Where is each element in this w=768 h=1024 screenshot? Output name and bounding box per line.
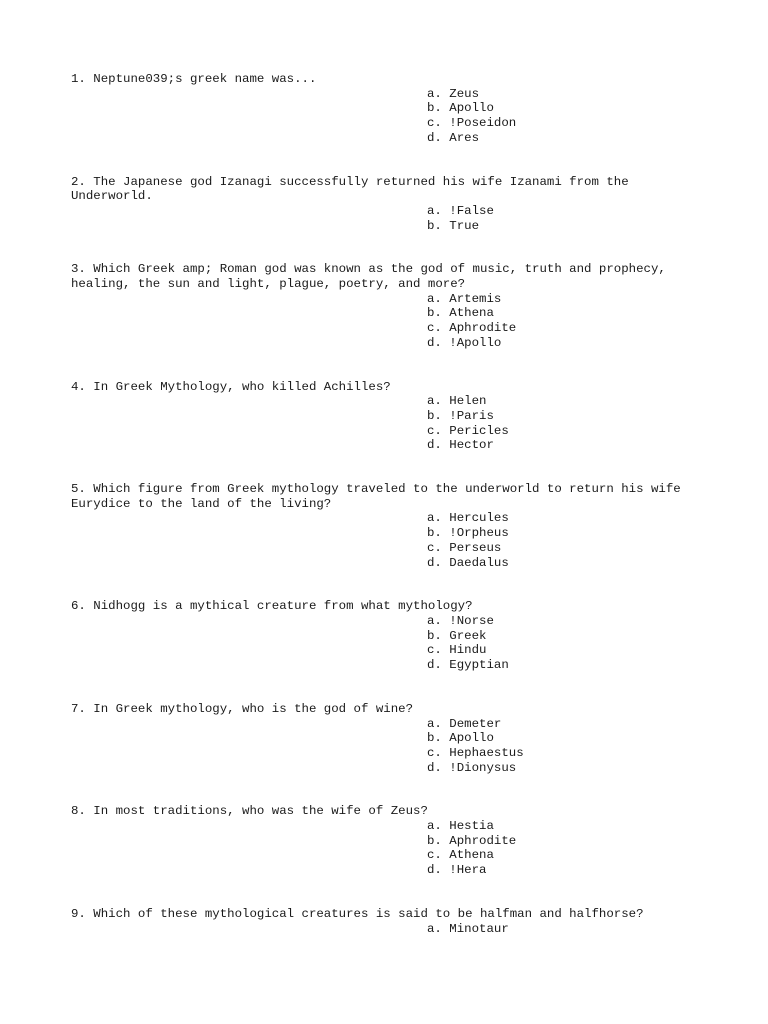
answer-option: d. !Apollo [427,335,502,350]
answer-options [71,717,711,776]
question-7 [71,702,711,776]
answer-option: c. Athena [427,848,494,863]
answer-option: d. Daedalus [427,555,509,570]
question-text: 1. Neptune039;s greek name was... [71,72,317,86]
answer-option: a. Zeus [427,86,480,101]
question-6 [71,599,711,673]
answer-options [71,614,711,673]
question-9 [71,907,711,936]
question-text: 4. In Greek Mythology, who killed Achilles? [71,379,391,394]
answer-option: b. Apollo [427,101,494,116]
question-text: 3. Which Greek amp; Roman god was known as the god of music, truth and prophecy, healing, the sun and light, plague, poetry, and more? [71,262,666,292]
answer-option: d. Ares [427,130,480,145]
answer-options [71,87,711,146]
answer-option: b. Greek [427,628,487,643]
question-text: 2. The Japanese god Izanagi successfully returned his wife Izanami from the Underworld. [71,174,629,204]
answer-option: a. Hercules [427,511,509,526]
answer-options [71,511,711,570]
question-5 [71,482,711,570]
question-3 [71,262,711,350]
question-8 [71,804,711,878]
answer-option: c. Hindu [427,643,487,658]
answer-option: b. True [427,218,480,233]
answer-option: c. !Poseidon [427,116,517,131]
answer-option: d. Hector [427,438,494,453]
answer-options [71,819,711,878]
answer-option: b. Aphrodite [427,833,517,848]
answer-option: c. Pericles [427,423,509,438]
question-text: 8. In most traditions, who was the wife of Zeus? [71,804,428,819]
answer-option: b. !Orpheus [427,526,509,541]
answer-option: c. Perseus [427,540,502,555]
answer-option: c. Aphrodite [427,321,517,336]
answer-options [71,394,711,453]
question-1 [71,72,711,146]
question-text: 5. Which figure from Greek mythology traveled to the underworld to return his wife Eurydice to the land of the living? [71,482,681,511]
question-2 [71,175,711,234]
answer-option: d. Egyptian [427,658,509,673]
quiz-document [71,72,711,936]
answer-option: b. Apollo [427,731,494,746]
answer-option: a. !Norse [427,613,494,628]
answer-option: a. Minotaur [427,921,509,936]
answer-option: a. !False [427,203,494,218]
answer-option: a. Demeter [427,716,502,731]
answer-option: b. !Paris [427,408,494,423]
question-4 [71,380,711,454]
answer-option: a. Artemis [427,291,502,306]
answer-option: a. Hestia [427,819,494,834]
answer-option: a. Helen [427,394,487,409]
answer-options [71,292,711,351]
answer-option: d. !Hera [427,863,487,878]
question-text: 6. Nidhogg is a mythical creature from what mythology? [71,599,473,614]
answer-options [71,204,711,233]
answer-option: b. Athena [427,306,494,321]
question-text: 9. Which of these mythological creatures is said to be halfman and halfhorse? [71,906,644,921]
question-text: 7. In Greek mythology, who is the god of wine? [71,701,414,716]
answer-option: c. Hephaestus [427,745,524,760]
answer-option: d. !Dionysus [427,760,517,775]
answer-options [71,922,711,937]
